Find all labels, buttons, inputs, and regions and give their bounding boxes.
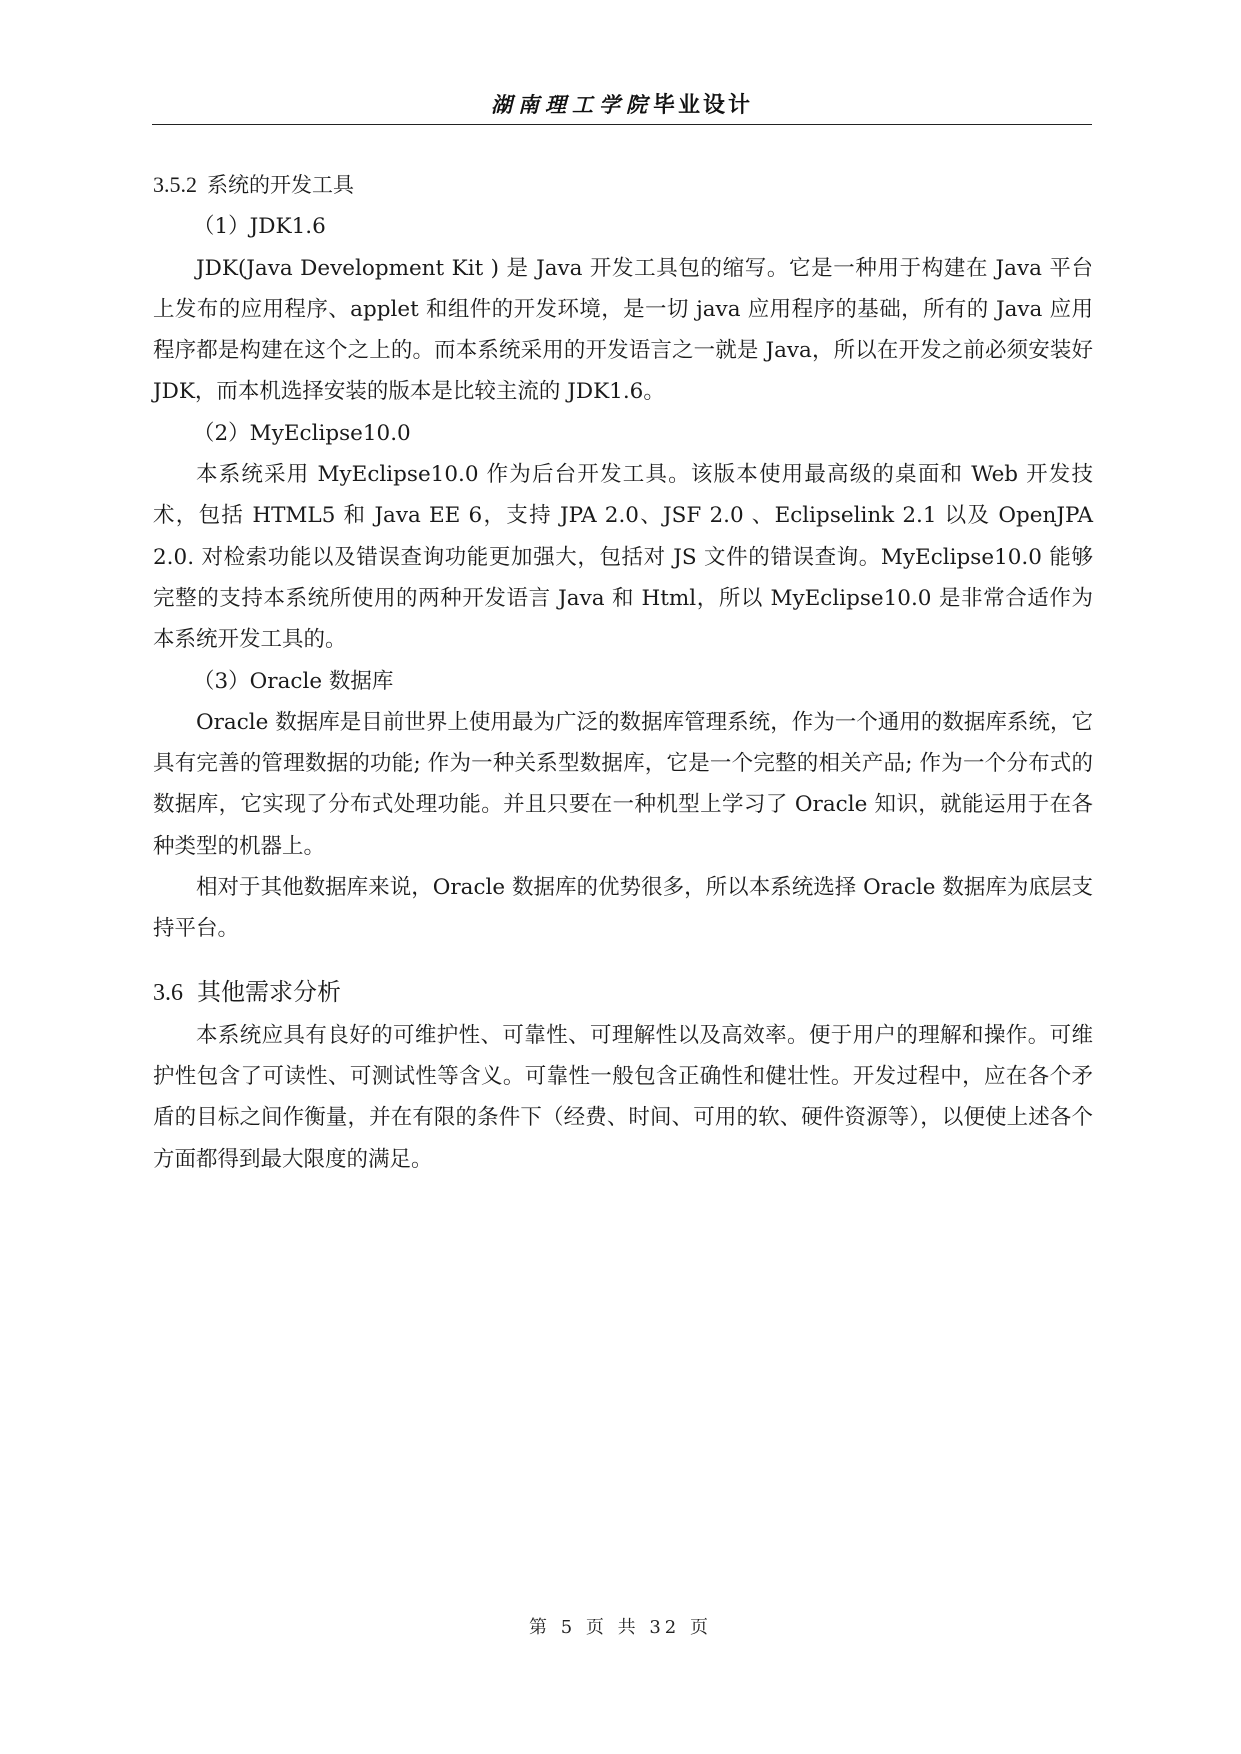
section-title: 其他需求分析 bbox=[197, 977, 341, 1006]
document-type: 毕业设计 bbox=[652, 93, 753, 118]
section-heading-3-6 bbox=[153, 970, 1093, 1015]
item-label-oracle: （3）Oracle 数据库 bbox=[193, 668, 394, 694]
page-header bbox=[152, 88, 1092, 125]
item-label-myeclipse: （2）MyEclipse10.0 bbox=[193, 420, 411, 446]
page-footer: 第 5 页 共 32 页 bbox=[529, 1617, 712, 1638]
paragraph-myeclipse: 本系统采用 MyEclipse10.0 作为后台开发工具。该版本使用最高级的桌面和 Web 开发技术，包括 HTML5 和 Java EE 6，支持 JPA 2.0、JSF 2.0 、Eclipselink 2.1 以及 OpenJPA 2.0. 对检索功能以及错误查询功能更加强大，包括对 JS 文件的错误查询。MyEclipse10.0 能够完整的支持本系统所使用的两种开发语言 Java 和 Html，所以 MyEclipse10.0 是非常合适作为本系统开发工具的。 bbox=[153, 462, 1093, 653]
section-number: 3.5.2 bbox=[153, 172, 197, 197]
section-title: 系统的开发工具 bbox=[207, 173, 354, 197]
school-name: 湖南理工学院 bbox=[490, 92, 653, 117]
page-body bbox=[153, 164, 1093, 1180]
paragraph-oracle-1: Oracle 数据库是目前世界上使用最为广泛的数据库管理系统，作为一个通用的数据库系统，它具有完善的管理数据的功能; 作为一种关系型数据库，它是一个完整的相关产品; 作为一个分布式的数据库，它实现了分布式处理功能。并且只要在一种机型上学习了 Oracle 知识，就能运用于在各种类型的机器上。 bbox=[153, 709, 1093, 859]
paragraph-oracle-2: 相对于其他数据库来说，Oracle 数据库的优势很多，所以本系统选择 Oracle 数据库为底层支持平台。 bbox=[153, 875, 1093, 942]
paragraph-other-requirements: 本系统应具有良好的可维护性、可靠性、可理解性以及高效率。便于用户的理解和操作。可维护性包含了可读性、可测试性等含义。可靠性一般包含正确性和健壮性。开发过程中，应在各个矛盾的目标之间作衡量，并在有限的条件下（经费、时间、可用的软、硬件资源等），以便使上述各个方面都得到最大限度的满足。 bbox=[153, 1022, 1093, 1172]
item-label-jdk: （1）JDK1.6 bbox=[193, 214, 326, 240]
section-number: 3.6 bbox=[153, 979, 183, 1006]
section-heading-3-5-2 bbox=[153, 164, 1093, 206]
paragraph-jdk: JDK(Java Development Kit ) 是 Java 开发工具包的缩写。它是一种用于构建在 Java 平台上发布的应用程序、applet 和组件的开发环境，是一切 java 应用程序的基础，所有的 Java 应用程序都是构建在这个之上的。而本系统采用的开发语言之一就是 Java，所以在开发之前必须安装好 JDK，而本机选择安装的版本是比较主流的 JDK1.6。 bbox=[153, 255, 1093, 405]
